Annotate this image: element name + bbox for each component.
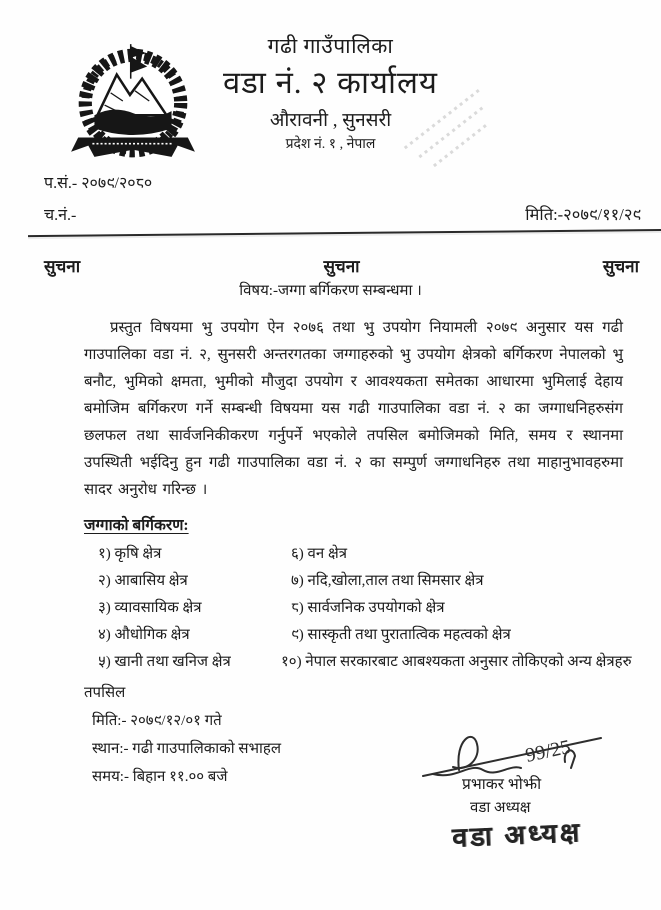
header-divider-line: [28, 229, 661, 237]
office-address: औरावनी , सुनसरी: [269, 109, 392, 131]
office-name: वडा नं. २ कार्यालय: [222, 65, 439, 101]
list-item-4: ४) औधोगिक क्षेत्र: [98, 626, 190, 643]
notice-label-left: सुचना: [44, 256, 81, 276]
list-item-8: ८) सार्वजनिक उपयोगको क्षेत्र: [291, 599, 445, 616]
signatory-title: वडा अध्यक्ष: [470, 800, 531, 816]
signatory-name: प्रभाकर भोझी: [462, 776, 542, 793]
meeting-venue: स्थान:- गढी गाउपालिकाको सभाहल: [92, 740, 282, 757]
list-item-6: ६) वन क्षेत्र: [291, 545, 347, 562]
patra-number: प.सं.- २०७९/२०८०: [44, 174, 153, 192]
subject-line: विषय:-जग्गा बर्गिकरण सम्बन्धमा ।: [239, 282, 422, 299]
classification-list: [98, 541, 661, 676]
reference-block: [0, 171, 661, 225]
body-paragraph: प्रस्तुत विषयमा भु उपयोग ऐन २०७६ तथा भु उपयोग नियामली २०७९ अनुसार यस गढी गाउपालिका वडा नं. २, सुनसरी अन्तरगतका जग्गाहरुको भु उपयोग क्षेत्रको बर्गिकरण नेपालको भु बनौट, भुमिको क्षमता, भुमीको मौजुदा उपयोग र आवश्यकता समेतका आधारमा भुमिलाई देहाय बमोजिम बर्गिकरण गर्ने सम्बन्धी विषयमा यस गढी गाउपालिका वडा नं. २ का जग्गाधनिहरुसंग छलफल तथा सार्वजनिकीकरण गर्नुपर्ने भएकोले तपसिल बमोजिमको मिति, समय र स्थानमा उपस्थिती भईदिनु हुन गढी गाउपालिका वडा नं. २ का सम्पुर्ण जग्गाधनिहरु तथा माहानुभावहरुमा सादर अनुरोध गरिन्छ ।: [84, 319, 623, 498]
notice-label-center: सुचना: [323, 256, 360, 276]
municipality-name: गढी गाउँपालिका: [267, 34, 394, 58]
meeting-date: मिति:- २०७९/१२/०१ गते: [92, 712, 222, 729]
letter-date: मिति:-२०७९/११/२९: [525, 204, 641, 224]
ward-chair-stamp: वडा अध्यक्ष: [451, 817, 583, 853]
signature-scribble: 99/25: [523, 735, 573, 767]
list-item-5: ५) खानी तथा खनिज क्षेत्र: [98, 653, 231, 670]
list-item-10: १०) नेपाल सरकारबाट आबश्यकता अनुसार तोकिएको अन्य क्षेत्रहरु: [281, 653, 632, 670]
list-row: [98, 649, 661, 676]
list-item-3: ३) व्यावसायिक क्षेत्र: [98, 599, 202, 616]
list-row: [98, 568, 661, 595]
list-row: [98, 595, 661, 622]
notice-row: [0, 254, 661, 277]
tapasil-label: तपसिल: [84, 684, 126, 701]
list-item-2: २) आबासिय क्षेत्र: [98, 572, 188, 589]
province-line: प्रदेश नं. १ , नेपाल: [285, 136, 376, 152]
nepal-emblem-icon: [70, 34, 196, 168]
list-item-7: ७) नदि,खोला,ताल तथा सिमसार क्षेत्र: [291, 572, 484, 589]
chalani-number: च.नं.-: [44, 206, 77, 224]
meeting-time: समय:- बिहान ११.०० बजे: [92, 768, 228, 785]
list-item-1: १) कृषि क्षेत्र: [98, 545, 162, 562]
list-row: [98, 541, 661, 568]
classification-heading: जग्गाको बर्गिकरण:: [84, 516, 189, 534]
list-row: [98, 622, 661, 649]
list-item-9: ९) सास्कृती तथा पुरातात्विक महत्वको क्षेत्र: [291, 626, 511, 643]
notice-label-right: सुचना: [602, 256, 639, 276]
